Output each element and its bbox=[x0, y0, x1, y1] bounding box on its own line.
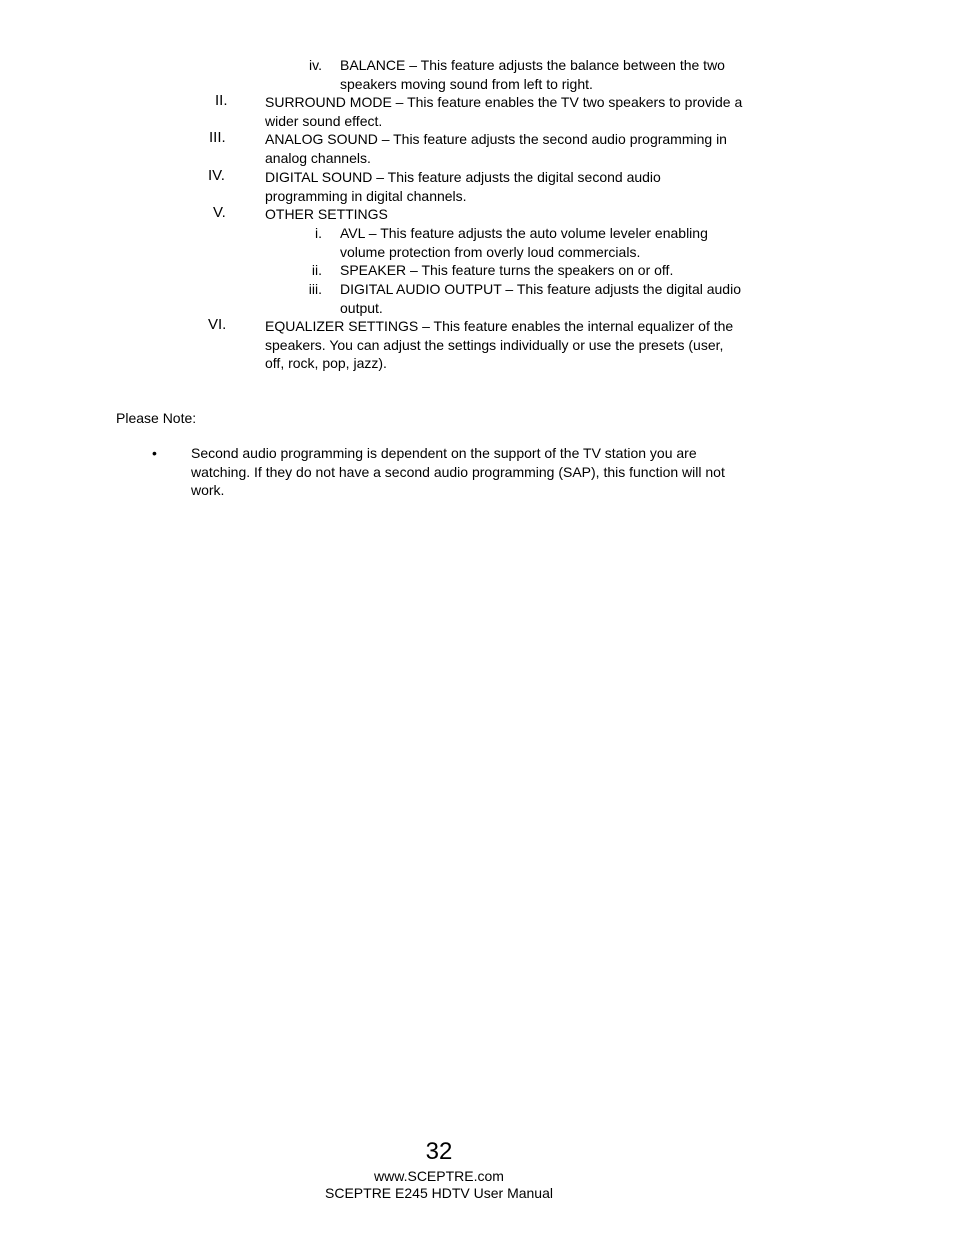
digital-sound-description bbox=[265, 168, 765, 205]
balance-description bbox=[340, 56, 765, 93]
text-line: wider sound effect. bbox=[265, 112, 383, 129]
surround-mode-description bbox=[265, 93, 765, 130]
text-line: AVL – This feature adjusts the auto volume leveler enabling bbox=[340, 225, 708, 241]
text-line: ANALOG SOUND – This feature adjusts the second audio programming in bbox=[265, 131, 727, 147]
analog-sound-description bbox=[265, 130, 765, 167]
list-marker-iv: iv. bbox=[309, 57, 322, 73]
list-marker-V: V. bbox=[213, 204, 226, 221]
other-settings-heading bbox=[265, 205, 765, 224]
text-line: SPEAKER – This feature turns the speakers on or off. bbox=[340, 262, 674, 278]
speaker-description bbox=[340, 261, 765, 280]
text-line: SURROUND MODE – This feature enables the TV two speakers to provide a bbox=[265, 94, 743, 110]
text-line: DIGITAL AUDIO OUTPUT – This feature adjusts the digital audio bbox=[340, 281, 741, 297]
list-marker-II: II. bbox=[215, 92, 228, 109]
list-marker-ii: ii. bbox=[311, 262, 322, 278]
avl-description bbox=[340, 224, 765, 261]
text-line: speakers moving sound from left to right. bbox=[340, 75, 593, 92]
list-marker-IV: IV. bbox=[208, 167, 225, 184]
text-line: work. bbox=[191, 482, 225, 499]
text-line: output. bbox=[340, 299, 383, 316]
list-marker-VI: VI. bbox=[208, 316, 227, 333]
digital-audio-output-description bbox=[340, 280, 765, 317]
text-line: Second audio programming is dependent on the support of the TV station you are bbox=[191, 445, 697, 461]
text-line: watching. If they do not have a second audio programming (SAP), this function will not bbox=[191, 463, 725, 480]
text-line: off, rock, pop, jazz). bbox=[265, 355, 387, 372]
text-line: EQUALIZER SETTINGS – This feature enables the internal equalizer of the bbox=[265, 318, 734, 334]
footer-manual-title: SCEPTRE E245 HDTV User Manual bbox=[325, 1185, 553, 1201]
text-line: DIGITAL SOUND – This feature adjusts the digital second audio bbox=[265, 169, 661, 185]
text-line: programming in digital channels. bbox=[265, 187, 467, 204]
list-marker-iii: iii. bbox=[308, 281, 322, 297]
sap-note-text bbox=[191, 444, 756, 500]
text-line: volume protection from overly loud commercials. bbox=[340, 243, 641, 260]
page-number: 32 bbox=[425, 1138, 453, 1165]
bullet-icon: • bbox=[152, 445, 157, 461]
please-note-label: Please Note: bbox=[116, 410, 197, 426]
text-line: analog channels. bbox=[265, 149, 371, 166]
list-marker-III: III. bbox=[209, 129, 226, 146]
text-line: BALANCE – This feature adjusts the balance between the two bbox=[340, 57, 725, 73]
footer-website: www.SCEPTRE.com bbox=[374, 1168, 504, 1184]
equalizer-settings-description bbox=[265, 317, 765, 373]
text-line: OTHER SETTINGS bbox=[265, 206, 388, 222]
list-marker-i: i. bbox=[315, 225, 322, 241]
text-line: speakers. You can adjust the settings individually or use the presets (user, bbox=[265, 336, 724, 353]
